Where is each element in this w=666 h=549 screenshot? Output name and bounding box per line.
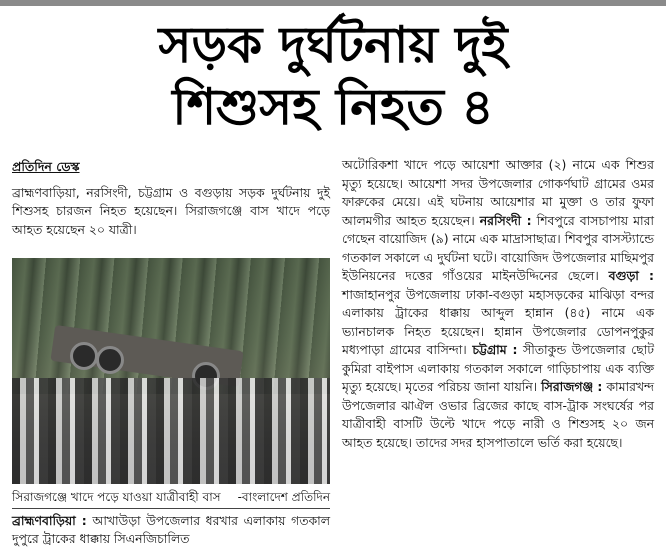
place-label-narsingdi: নরসিংদী : — [479, 212, 532, 228]
brahmanbaria-text: আখাউড়া উপজেলার ধরখার এলাকায় গতকাল দুপুরে ট্রাকের ধাক্কায় সিএনজিচালিত — [12, 513, 330, 546]
place-label-bogura: বগুড়া : — [608, 268, 654, 283]
photo-bus-wheel — [70, 342, 98, 370]
right-paragraph — [342, 156, 654, 452]
left-column — [12, 158, 330, 239]
place-label-chattogram: চট্টগ্রাম : — [472, 342, 518, 357]
news-photo — [12, 258, 330, 484]
caption-rule — [12, 508, 330, 509]
continuation-text: অটোরিকশা খাদে পড়ে আয়েশা আক্তার (২) নামে এক শিশুর মৃত্যু হয়েছে। আয়েশা সদর উপজেলার গোকর্ণঘাট গ্রামের ওমর ফারুকের মেয়ে। এই ঘটনায় আয়েশার মা মুক্তা ও তার ফুফা আলমগীর আহত হয়েছেন। — [342, 157, 654, 228]
sirajganj-text: কামারখন্দ উপজেলার ঝাঐল ওভার ব্রিজের কাছে বাস-ট্রাক সংঘর্ষের পর যাত্রীবাহী বাসটি উল্টে খাদে পড়ে নারী ও শিশুসহ ২০ জন আহত হয়েছে। তাদের সদর হাসপাতালে ভর্তি করা হয়েছে। — [342, 379, 654, 450]
intro-paragraph: ব্রাহ্মণবাড়িয়া, নরসিংদী, চট্টগ্রাম ও বগুড়ায় সড়ক দুর্ঘটনায় দুই শিশুসহ চারজন নিহত হয়েছেন। সিরাজগঞ্জে বাস খাদে পড়ে আহত হয়েছেন ২০ যাত্রী। — [12, 184, 330, 237]
top-rule — [0, 0, 666, 6]
left-bottom-paragraph — [12, 512, 330, 548]
right-column — [342, 156, 654, 452]
photo-bus-wheel — [96, 346, 124, 374]
byline: প্রতিদিন ডেস্ক — [12, 159, 80, 174]
chattogram-text: সীতাকুন্ড উপজেলার ছোট কুমিরা বাইপাস এলাকায় গতকাল সকালে গাড়িচাপায় এক ব্যক্তি মৃত্যু হয়েছে। মৃতের পরিচয় জানা যায়নি। — [342, 342, 654, 394]
bogura-text: শাজাহানপুর উপজেলায় ঢাকা-বগুড়া মহাসড়কের মাঝিড়া বন্দর এলাকায় ট্রাকের ধাক্কায় আব্দুল হান্নান (৪৫) নামে এক ভ্যানচালক নিহত হয়েছেন। হান্নান উপজেলার ডোপনপুকুর মধ্যপাড়া গ্রামের বাসিন্দা। — [342, 286, 654, 357]
photo-caption-text: সিরাজগঞ্জে খাদে পড়ে যাওয়া যাত্রীবাহী বাস — [12, 490, 221, 504]
place-label-sirajganj: সিরাজগঞ্জ : — [541, 379, 603, 394]
photo-credit: -বাংলাদেশ প্রতিদিন — [237, 490, 330, 504]
headline-line-1: সড়ক দুর্ঘটনায় দুই — [158, 16, 508, 74]
headline — [0, 14, 666, 138]
photo-caption — [12, 488, 330, 506]
headline-line-2: শিশুসহ নিহত ৪ — [172, 78, 494, 136]
narsingdi-text: শিবপুরে বাসচাপায় মারা গেছেন বায়োজিদ (৯) নামে এক মাদ্রাসাছাত্র। শিবপুর বাসস্ট্যান্ডে গতকাল সকালে এ দুর্ঘটনা ঘটে। বায়োজিদ উপজেলার মাছিমপুর ইউনিয়নের দত্তের গাঁওয়ের মাইনউদ্দিনের ছেলে। — [342, 212, 654, 283]
place-label-brahmanbaria: ব্রাহ্মণবাড়িয়া : — [12, 513, 87, 528]
photo-crowd — [12, 378, 330, 484]
